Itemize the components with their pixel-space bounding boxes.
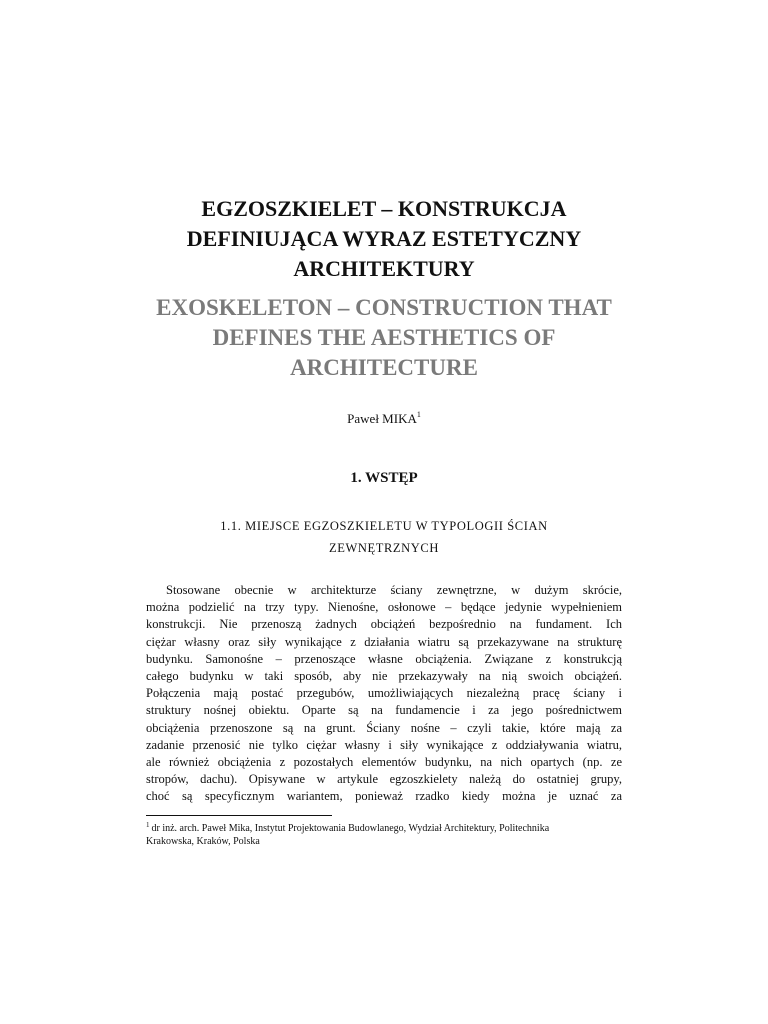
body-line: konstrukcji. Nie przenoszą żadnych obciążeń bezpośrednio na fundament. Ich — [146, 617, 622, 632]
body-line: obciążenia przenoszone są na grunt. Ściany nośne – czyli takie, które mają za — [146, 720, 622, 735]
body-line: ciężar własny oraz siły wynikające z działania wiatru są przekazywane na strukturę — [146, 634, 622, 649]
footnote-line — [146, 822, 636, 835]
body-line: całego budynku w taki sposób, aby nie przekazywały na nią swoich obciążeń. — [146, 668, 622, 683]
title-polish — [146, 194, 622, 284]
author — [146, 410, 622, 428]
footnote-divider — [146, 815, 332, 816]
body-line: stropów, dachu). Opisywane w artykule egzoszkielety należą do ostatniej grupy, — [146, 772, 622, 787]
footnote-marker: 1 — [146, 821, 150, 829]
body-line: można podzielić na trzy typy. Nienośne, osłonowe – będące jedynie wypełnieniem — [146, 600, 622, 615]
body-line: Połączenia mają postać przegubów, umożliwiających niezależną pracę ściany i — [146, 686, 622, 701]
section-heading: 1. WSTĘP — [350, 470, 418, 486]
body-line: choć są specyficznym wariantem, ponieważ rzadko kiedy można je uznać za — [146, 789, 622, 804]
body-paragraph — [146, 582, 622, 805]
body-line: struktury nośnej obiektu. Oparte są na fundamencie i za jego pośrednictwem — [146, 703, 622, 718]
subsection-heading-line: ZEWNĘTRZNYCH — [329, 541, 439, 555]
title-polish-line: DEFINIUJĄCA WYRAZ ESTETYCZNY — [186, 226, 582, 251]
footnote — [146, 822, 636, 848]
body-line: budynku. Samonośne – przenoszące własne obciążenia. Związane z konstrukcją — [146, 651, 622, 666]
title-english-line: DEFINES THE AESTHETICS OF — [212, 325, 556, 350]
body-line: ale również obciążenia z pozostałych elementów budynku, na nich opartych (np. ze — [146, 754, 622, 769]
footnote-text: dr inż. arch. Paweł Mika, Instytut Projektowania Budowlanego, Wydział Architektury, Politechnika — [151, 823, 550, 834]
body-line: zadanie przenosić nie tylko ciężar własny i siły wynikające z oddziaływania wiatru, — [146, 737, 622, 752]
body-line: Stosowane obecnie w architekturze ściany zewnętrzne, w dużym skrócie, — [166, 583, 622, 597]
title-english-line: EXOSKELETON – CONSTRUCTION THAT — [156, 295, 612, 320]
author-footnote-ref[interactable]: 1 — [416, 410, 421, 419]
author-name: Paweł MIKA — [347, 411, 417, 426]
subsection-heading — [146, 515, 622, 559]
title-english-line: ARCHITECTURE — [290, 355, 478, 380]
title-polish-line: EGZOSZKIELET – KONSTRUKCJA — [201, 196, 567, 221]
subsection-heading-line: 1.1. MIEJSCE EGZOSZKIELETU W TYPOLOGII ŚCIAN — [220, 519, 548, 533]
footnote-line: Krakowska, Kraków, Polska — [146, 836, 260, 847]
title-english — [146, 293, 622, 383]
title-polish-line: ARCHITEKTURY — [293, 256, 475, 281]
